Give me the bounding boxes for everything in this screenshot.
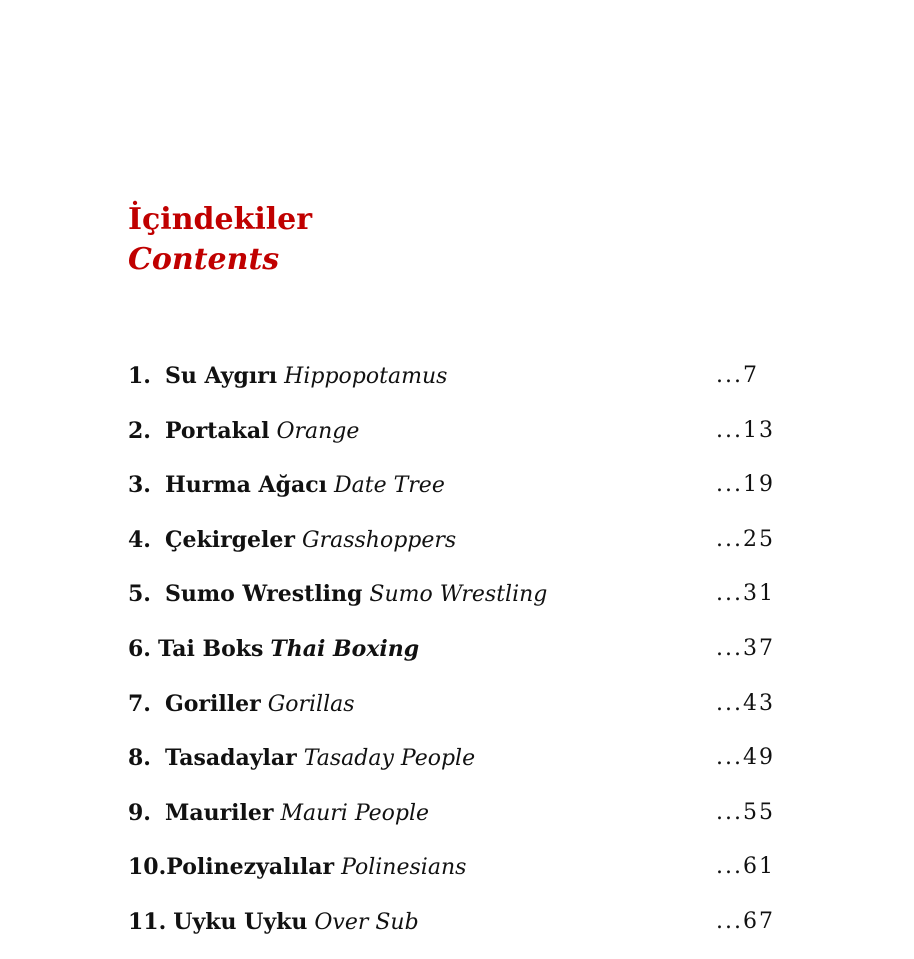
entry-page: ...31 [716, 581, 775, 607]
entry-title-turkish: Uyku Uyku [173, 908, 308, 935]
entry-number: 2. [128, 417, 151, 444]
entry-title-turkish: Goriller [164, 690, 261, 717]
entry-number: 8. [128, 745, 151, 772]
toc-entry[interactable] [128, 576, 788, 631]
entry-number: 3. [128, 472, 151, 499]
entry-title-turkish: Portakal [164, 417, 270, 444]
contents-title-block [128, 200, 312, 280]
entry-page: ...43 [716, 690, 775, 716]
toc-entry[interactable] [128, 413, 788, 468]
entry-page: ...61 [716, 854, 775, 880]
entry-title-turkish: Mauriler [164, 799, 274, 826]
toc-entry[interactable] [128, 631, 788, 686]
entry-page: ...19 [716, 472, 775, 498]
entry-title-turkish: Su Aygırı [164, 363, 278, 389]
entry-number: 7. [128, 690, 151, 717]
toc-entry[interactable] [128, 358, 788, 413]
entry-number: 4. [128, 526, 151, 553]
entry-title-turkish: Tasadaylar [164, 745, 297, 772]
entry-number: 1. [128, 363, 151, 389]
entry-title-english: Date Tree [334, 473, 445, 499]
entry-title-turkish: Tai Boks [157, 635, 264, 662]
entry-page: ...13 [716, 417, 775, 443]
toc-entry[interactable] [128, 740, 788, 795]
toc-entry[interactable] [128, 904, 788, 959]
toc-entry[interactable] [128, 686, 788, 741]
entry-page: ...49 [716, 745, 775, 771]
entry-title-english: Polinesians [341, 855, 467, 881]
entry-title-english: Gorillas [267, 691, 355, 717]
toc-entry[interactable] [128, 522, 788, 577]
entry-number: 11. [128, 908, 167, 935]
entry-title-english: Mauri People [280, 800, 430, 826]
entry-title-english: Tasaday People [303, 746, 476, 772]
entry-number: 10. [128, 854, 167, 881]
entry-number: 5. [128, 581, 151, 608]
entry-page: ...7 [716, 363, 759, 388]
entry-page: ...55 [716, 799, 775, 825]
title-turkish: İçindekiler [128, 202, 313, 237]
entry-title-english: Orange [276, 418, 360, 444]
entry-number: 6. [128, 635, 151, 662]
entry-title-turkish: Çekirgeler [164, 526, 295, 553]
title-english: Contents [128, 242, 280, 277]
toc-entry[interactable] [128, 849, 788, 904]
entry-number: 9. [128, 799, 151, 826]
entry-title-turkish: Sumo Wrestling [164, 581, 363, 608]
entry-page: ...37 [716, 635, 775, 661]
toc-entry[interactable] [128, 795, 788, 850]
entry-title-turkish: Hurma Ağacı [164, 472, 327, 499]
entry-title-turkish: Polinezyalılar [166, 854, 335, 881]
table-of-contents [128, 358, 788, 959]
entry-page: ...67 [716, 908, 775, 934]
entry-title-english: Hippopotamus [284, 364, 448, 389]
entry-page: ...25 [716, 526, 775, 552]
entry-title-english: Thai Boxing [270, 635, 420, 662]
entry-title-english: Over Sub [314, 909, 419, 935]
entry-title-english: Sumo Wrestling [369, 582, 548, 608]
entry-title-english: Grasshoppers [302, 527, 457, 553]
toc-entry[interactable] [128, 467, 788, 522]
